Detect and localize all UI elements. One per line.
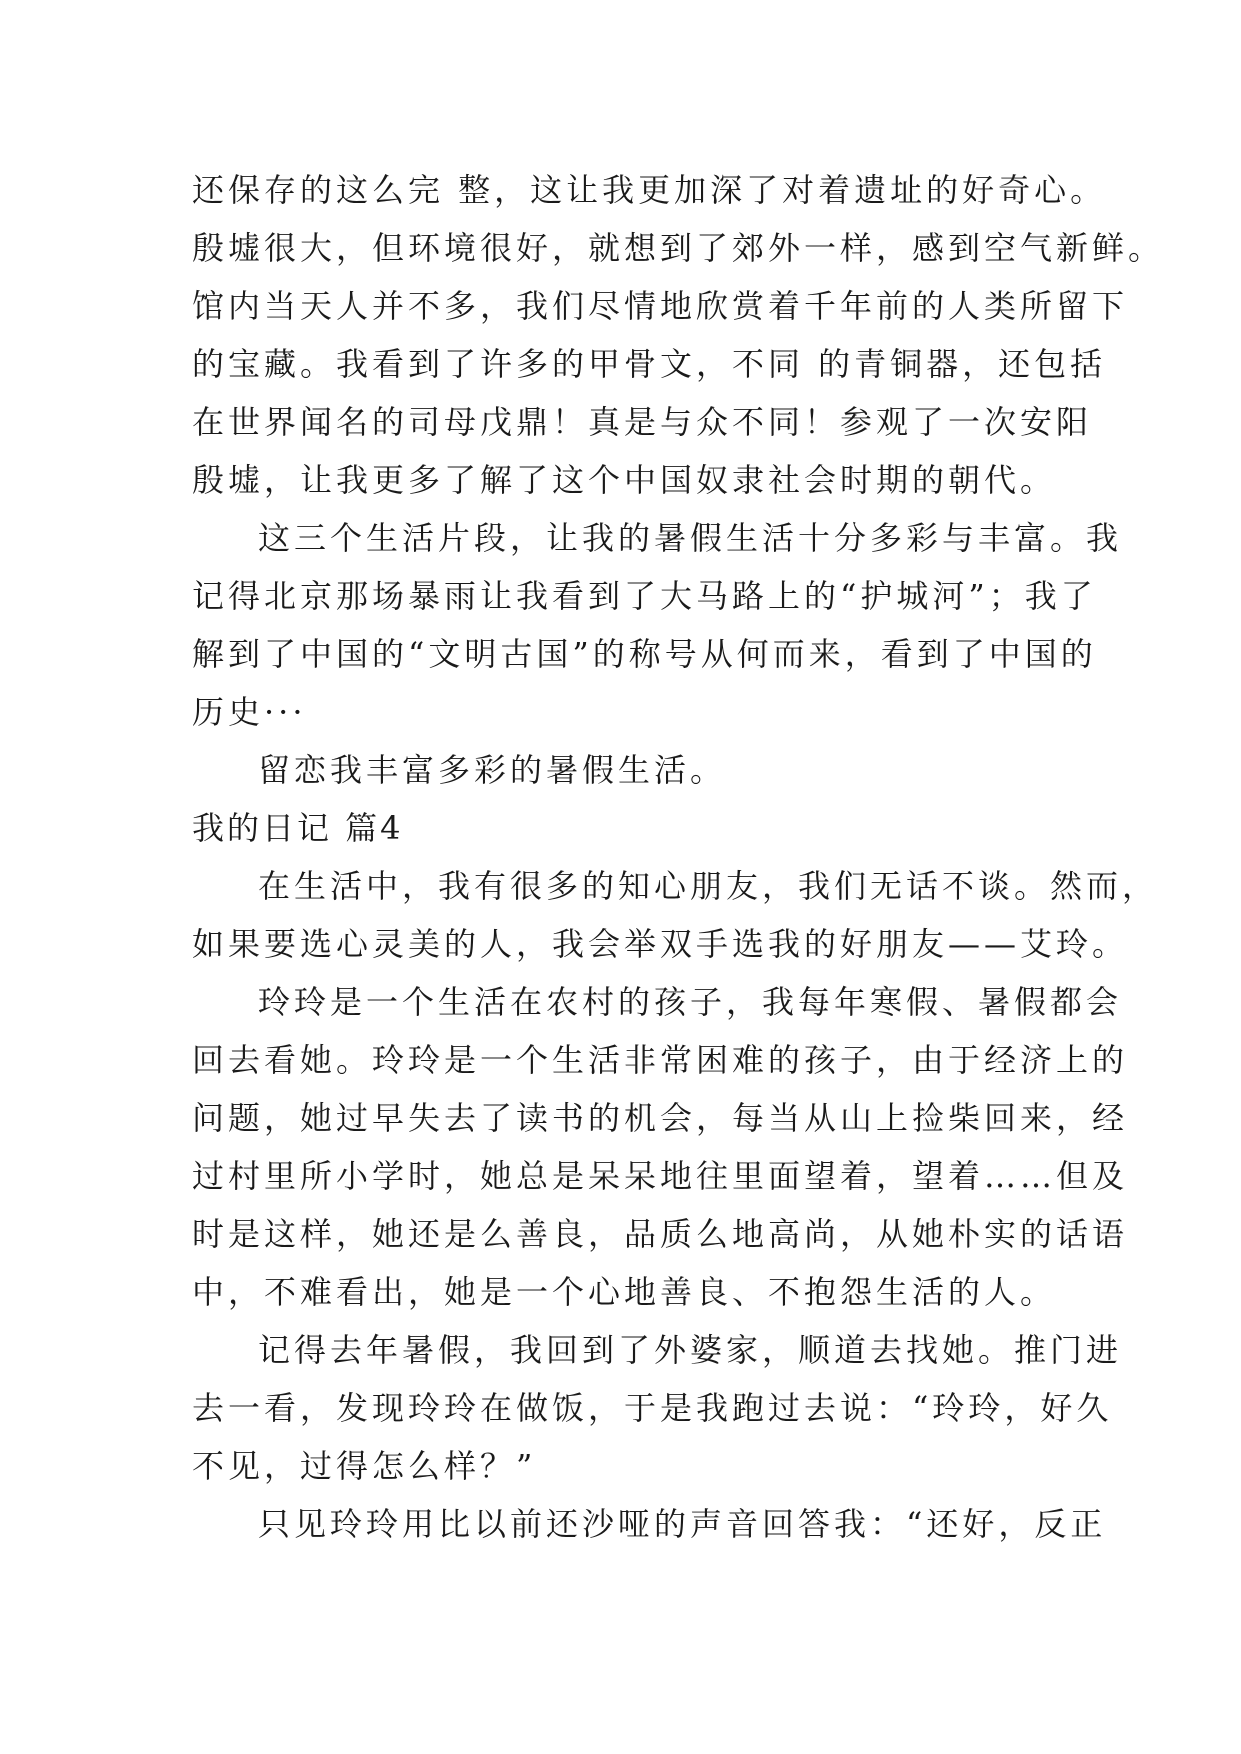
text-line: 历史··· [192, 693, 307, 731]
text-line: 解到了中国的“文明古国”的称号从何而来，看到了中国的 [192, 635, 1097, 673]
paragraph-first-line: 留恋我丰富多彩的暑假生活。 [258, 751, 727, 789]
text-line: 殷墟，让我更多了解了这个中国奴隶社会时期的朝代。 [192, 461, 1057, 499]
paragraph-first-line: 记得去年暑假，我回到了外婆家，顺道去找她。推门进 [258, 1331, 1123, 1369]
text-line: 不见，过得怎么样？” [192, 1447, 537, 1485]
text-line: 的宝藏。我看到了许多的甲骨文，不同 的青铜器，还包括 [192, 345, 1107, 383]
paragraph-first-line: 只见玲玲用比以前还沙哑的声音回答我：“还好，反正 [258, 1505, 1107, 1543]
text-line: 回去看她。玲玲是一个生活非常困难的孩子，由于经济上的 [192, 1041, 1129, 1079]
section-heading: 我的日记 篇4 [192, 809, 404, 847]
text-line: 在世界闻名的司母戊鼎！真是与众不同！参观了一次安阳 [192, 403, 1093, 441]
text-line: 问题，她过早失去了读书的机会，每当从山上捡柴回来，经 [192, 1099, 1129, 1137]
paragraph-first-line: 这三个生活片段，让我的暑假生活十分多彩与丰富。我 [258, 519, 1123, 557]
text-line: 殷墟很大，但环境很好，就想到了郊外一样，感到空气新鲜。 [192, 229, 1165, 267]
text-line: 去一看，发现玲玲在做饭，于是我跑过去说：“玲玲，好久 [192, 1389, 1113, 1427]
document-body [192, 161, 1165, 1553]
text-line: 中，不难看出，她是一个心地善良、不抱怨生活的人。 [192, 1273, 1057, 1311]
paragraph-first-line: 玲玲是一个生活在农村的孩子，我每年寒假、暑假都会 [258, 983, 1123, 1021]
text-line: 过村里所小学时，她总是呆呆地往里面望着，望着……但及 [192, 1157, 1129, 1195]
text-line: 还保存的这么完 整，这让我更加深了对着遗址的好奇心。 [192, 171, 1107, 209]
text-line: 如果要选心灵美的人，我会举双手选我的好朋友——艾玲。 [192, 925, 1129, 963]
text-line: 时是这样，她还是么善良，品质么地高尚，从她朴实的话语 [192, 1215, 1129, 1253]
text-line: 馆内当天人并不多，我们尽情地欣赏着千年前的人类所留下 [192, 287, 1129, 325]
paragraph-first-line: 在生活中，我有很多的知心朋友，我们无话不谈。然而， [258, 867, 1159, 905]
text-line: 记得北京那场暴雨让我看到了大马路上的“护城河”；我了 [192, 577, 1097, 615]
